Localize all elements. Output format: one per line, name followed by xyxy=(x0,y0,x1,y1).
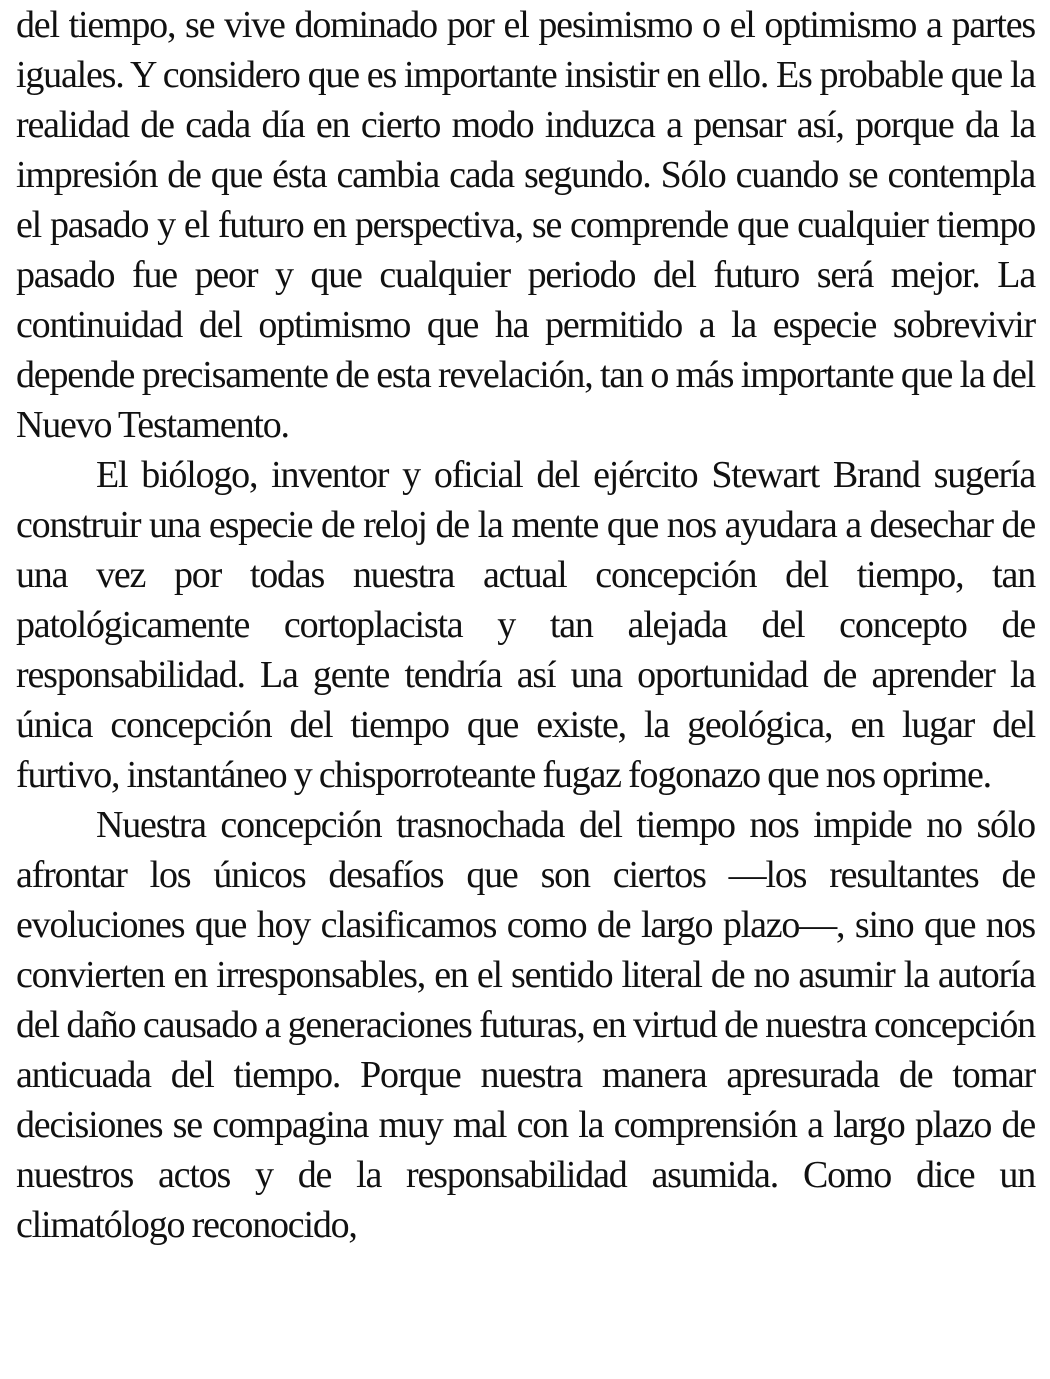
paragraph-time-conception: Nuestra concepción trasnochada del tiempo nos impide no sólo afrontar los únicos desafíos que son ciertos —los resultantes de evoluciones que hoy clasificamos como de largo plazo—, sino que nos convierten en irresponsables, en el sentido literal de no asumir la autoría del daño causado a generaciones futuras, en virtud de nuestra concepción anticuada del tiempo. Porque nuestra manera apresurada de tomar decisiones se compagina muy mal con la comprensión a largo plazo de nuestros actos y de la responsabilidad asumida. Como dice un climatólogo reconocido, xyxy=(16,804,1035,1246)
paragraph-stewart-brand: El biólogo, inventor y oficial del ejército Stewart Brand sugería construir una especie de reloj de la mente que nos ayudara a desechar de una vez por todas nuestra actual concepción del tiempo, tan patológicamente cortoplacista y tan alejada del concepto de responsabilidad. La gente tendría así una oportunidad de aprender la única concepción del tiempo que existe, la geológica, en lugar del furtivo, instantáneo y chisporroteante fugaz fogonazo que nos oprime. xyxy=(16,454,1035,796)
paragraph-continuation: del tiempo, se vive dominado por el pesimismo o el optimismo a partes iguales. Y considero que es importante insistir en ello. Es probable que la realidad de cada día en cierto modo induzca a pensar así, porque da la impresión de que ésta cambia cada segundo. Sólo cuando se contempla el pasado y el futuro en perspectiva, se comprende que cualquier tiempo pasado fue peor y que cualquier periodo del futuro será mejor. La continuidad del optimismo que ha permitido a la especie sobrevivir depende precisamente de esta revelación, tan o más importante que la del Nuevo Testamento. xyxy=(16,4,1035,446)
